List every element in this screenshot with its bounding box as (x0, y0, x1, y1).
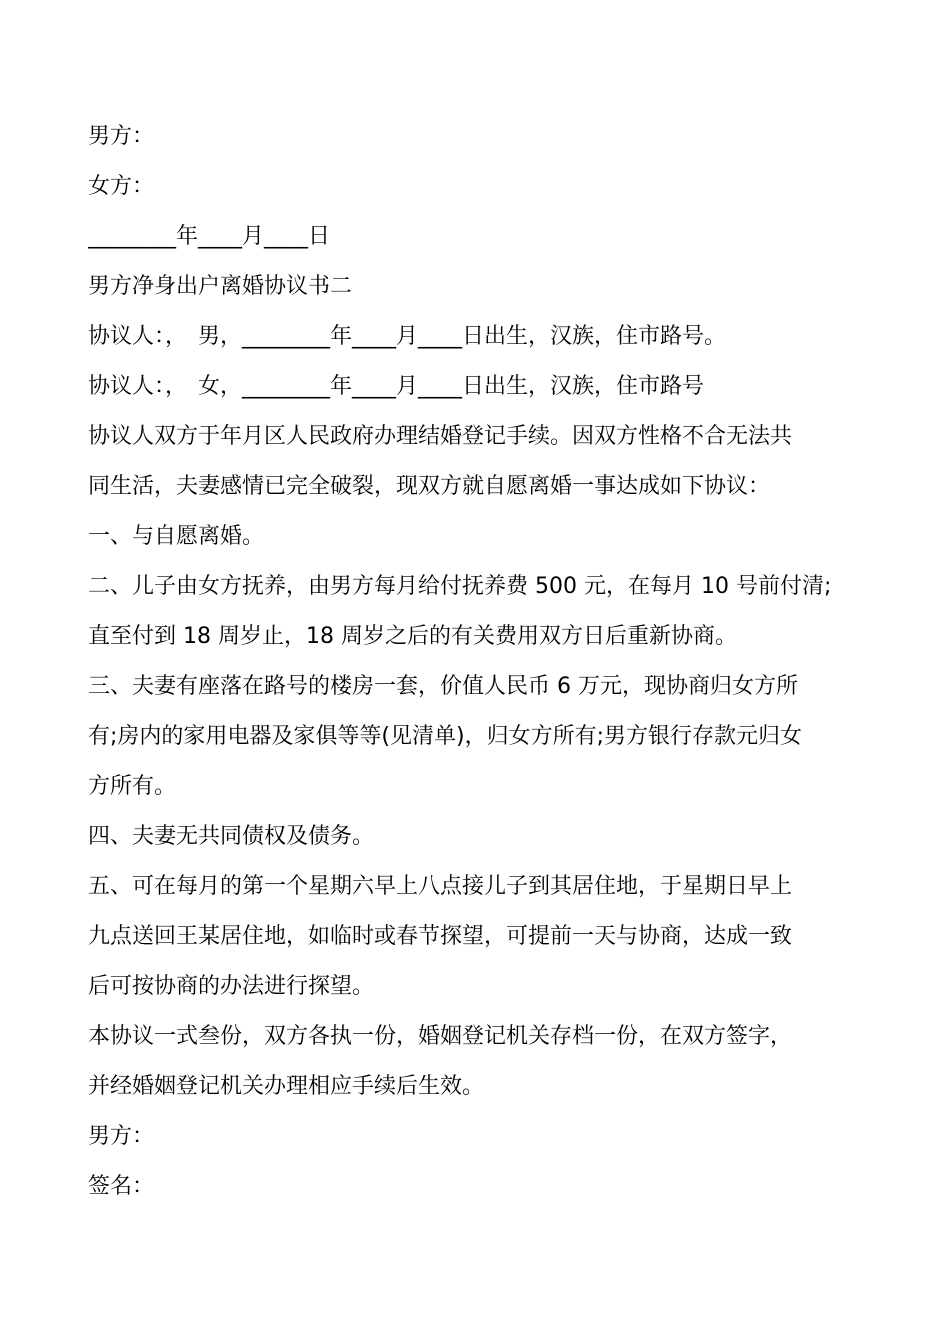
clause-3-line-2: 有;房内的家用电器及家俱等等(见清单)，归女方所有;男方银行存款元归女 (88, 724, 802, 749)
closing-paragraph-line-1: 本协议一式叁份，双方各执一份，婚姻登记机关存档一份，在双方签字， (88, 1024, 793, 1049)
clause-4: 四、夫妻无共同债权及债务。 (88, 824, 375, 849)
intro-paragraph-line-2: 同生活，夫妻感情已完全破裂，现双方就自愿离婚一事达成如下协议： (88, 474, 771, 499)
clause-2-line-2: 直至付到 18 周岁止，18 周岁之后的有关费用双方日后重新协商。 (88, 624, 737, 649)
agreement-title: 男方净身出户离婚协议书二 (88, 274, 353, 299)
signature-label: 签名： (88, 1174, 155, 1199)
clause-3-line-1: 三、夫妻有座落在路号的楼房一套，价值人民币 6 万元，现协商归女方所 (88, 674, 798, 699)
clause-2-line-1: 二、儿子由女方抚养，由男方每月给付抚养费 500 元，在每月 10 号前付清; (88, 574, 832, 599)
clause-5-line-2: 九点送回王某居住地，如临时或春节探望，可提前一天与协商，达成一致 (88, 924, 793, 949)
clause-1: 一、与自愿离婚。 (88, 524, 265, 549)
male-party-signature-label: 男方： (88, 1124, 155, 1149)
closing-paragraph-line-2: 并经婚姻登记机关办理相应手续后生效。 (88, 1074, 485, 1099)
party-one-info: 协议人：， 男，________年____月____日出生，汉族，住市路号。 (88, 324, 727, 349)
document-page (88, 112, 878, 1212)
clause-3-line-3: 方所有。 (88, 774, 177, 799)
intro-paragraph-line-1: 协议人双方于年月区人民政府办理结婚登记手续。因双方性格不合无法共 (88, 424, 793, 449)
female-party-label: 女方： (88, 174, 155, 199)
party-two-info: 协议人：， 女，________年____月____日出生，汉族，住市路号 (88, 374, 705, 399)
clause-5-line-3: 后可按协商的办法进行探望。 (88, 974, 375, 999)
male-party-label: 男方： (88, 124, 155, 149)
clause-5-line-1: 五、可在每月的第一个星期六早上八点接儿子到其居住地，于星期日早上 (88, 874, 793, 899)
date-line: ________年____月____日 (88, 224, 331, 249)
